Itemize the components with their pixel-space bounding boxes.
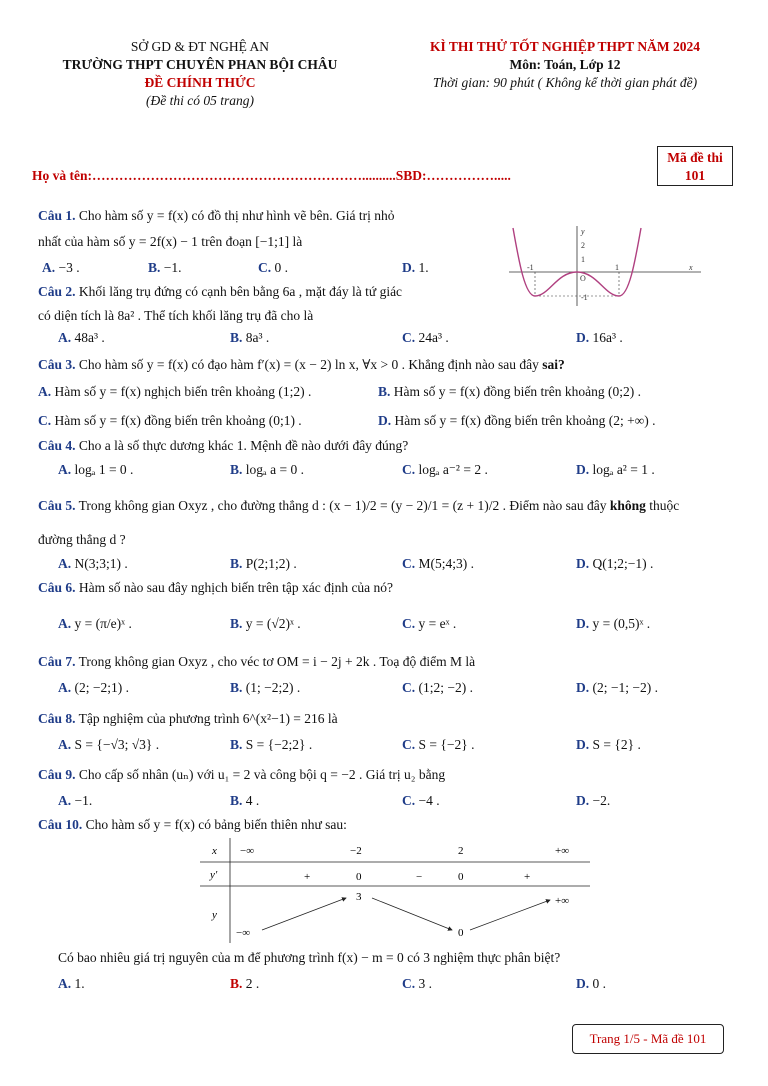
q1-line1	[38, 208, 395, 224]
q6-opt-a-value: y = (π/e)ˣ .	[74, 616, 132, 631]
q2-label: Câu 2.	[38, 284, 76, 299]
pages-note: (Đề thi có 05 trang)	[146, 93, 254, 108]
q1-opt-a-value: −3 .	[58, 260, 80, 275]
q3-label: Câu 3.	[38, 357, 76, 372]
q9-opt-a[interactable]: A.	[58, 793, 72, 808]
bbt-sign-3: −	[416, 871, 423, 883]
q7-line	[38, 654, 475, 670]
q7-opt-d[interactable]: D.	[576, 680, 590, 695]
q8-opt-a[interactable]: A.	[58, 737, 72, 752]
q7-opt-c[interactable]: C.	[402, 680, 416, 695]
q2-opt-a[interactable]: A.	[58, 330, 72, 345]
bbt-y-val-2: 3	[356, 891, 362, 903]
q10-opt-b[interactable]: B.	[230, 976, 243, 991]
q1-opt-c-value: 0 .	[274, 260, 288, 275]
q4-opt-a[interactable]: A.	[58, 462, 72, 477]
q5-text1: Trong không gian Oxyz , cho đường thẳng d : (x − 1)/2 = (y − 2)/1 = (z + 1)/2 . Điểm nào sau đây	[78, 498, 607, 513]
q2-opt-c[interactable]: C.	[402, 330, 416, 345]
q7-opt-a[interactable]: A.	[58, 680, 72, 695]
y-tick-neg1: -1	[581, 293, 588, 302]
q6-text: Hàm số nào sau đây nghịch biến trên tập xác định của nó?	[78, 580, 394, 595]
q3-opt-b[interactable]: B.	[378, 384, 391, 399]
q3-opt-d[interactable]: D.	[378, 413, 392, 428]
q6-opt-a[interactable]: A.	[58, 616, 72, 631]
x-label: x	[689, 263, 693, 272]
bbt-x-val-4: +∞	[555, 845, 570, 857]
x-tick-neg1: -1	[527, 263, 534, 272]
q8-opt-d-value: S = {2} .	[592, 737, 641, 752]
q10-label: Câu 10.	[38, 817, 83, 832]
q4-label: Câu 4.	[38, 438, 76, 453]
function-graph	[505, 222, 705, 308]
q10-opt-b-value: 2 .	[245, 976, 260, 991]
q8-opt-b-value: S = {−2;2} .	[245, 737, 313, 752]
q5-opt-b-value: P(2;1;2) .	[245, 556, 297, 571]
q4-opt-b-value: logₐ a = 0 .	[245, 462, 304, 477]
q7-label: Câu 7.	[38, 654, 76, 669]
q10-opt-a[interactable]: A.	[58, 976, 72, 991]
dept-name: SỞ GD & ĐT NGHỆ AN	[130, 39, 270, 54]
q9-text: Cho cấp số nhân (uₙ) với u₁ = 2 và công bội q = −2 . Giá trị u₂ bằng	[78, 767, 446, 782]
q7-opt-b-value: (1; −2;2) .	[245, 680, 301, 695]
q10-text: Cho hàm số y = f(x) có bảng biến thiên như sau:	[85, 817, 347, 832]
q10-opt-d[interactable]: D.	[576, 976, 590, 991]
q8-label: Câu 8.	[38, 711, 76, 726]
q5-opt-b[interactable]: B.	[230, 556, 243, 571]
q9-opt-a-value: −1.	[74, 793, 93, 808]
q4-opt-c[interactable]: C.	[402, 462, 416, 477]
q5-opt-a-value: N(3;3;1) .	[74, 556, 128, 571]
bbt-yprime-label: y'	[210, 869, 218, 881]
q9-opt-b[interactable]: B.	[230, 793, 243, 808]
q7-opt-b[interactable]: B.	[230, 680, 243, 695]
exam-title: KÌ THI THỬ TỐT NGHIỆP THPT NĂM 2024	[430, 39, 700, 54]
q5-opt-d[interactable]: D.	[576, 556, 590, 571]
variation-table	[200, 838, 590, 943]
q8-text: Tập nghiệm của phương trình 6^(x²−1) = 216 là	[78, 711, 338, 726]
exam-time: Thời gian: 90 phút ( Không kể thời gian phát đề)	[432, 75, 698, 90]
q2-text1: Khối lăng trụ đứng có cạnh bên bằng 6a , mặt đáy là tứ giác	[78, 284, 403, 299]
q10-opt-a-value: 1.	[74, 976, 85, 991]
q3-opt-a-value: Hàm số y = f(x) nghịch biến trên khoảng (1;2) .	[54, 384, 312, 399]
q5-opt-d-value: Q(1;2;−1) .	[592, 556, 654, 571]
bbt-arrow-up-1	[262, 898, 346, 930]
q1-text2: nhất của hàm số y = 2f(x) − 1 trên đoạn [−1;1] là	[38, 234, 303, 249]
q10-opt-c[interactable]: C.	[402, 976, 416, 991]
q2-opt-b[interactable]: B.	[230, 330, 243, 345]
exam-code: 101	[684, 168, 706, 183]
origin-label: O	[580, 274, 586, 283]
y-tick-2: 2	[581, 241, 585, 250]
q9-opt-b-value: 4 .	[245, 793, 260, 808]
q8-opt-b[interactable]: B.	[230, 737, 243, 752]
header-left	[30, 38, 370, 110]
q6-opt-d[interactable]: D.	[576, 616, 590, 631]
bbt-sign-2: 0	[356, 871, 362, 883]
q10-text2: Có bao nhiêu giá trị nguyên của m để phương trình f(x) − m = 0 có 3 nghiệm thực phân biệt?	[58, 950, 561, 965]
q5-text2: đường thẳng d ?	[38, 532, 126, 547]
q3-line	[38, 357, 565, 373]
q4-opt-a-value: logₐ 1 = 0 .	[74, 462, 134, 477]
q7-opt-a-value: (2; −2;1) .	[74, 680, 129, 695]
q7-text: Trong không gian Oxyz , cho véc tơ OM = i − 2j + 2k . Toạ độ điểm M là	[78, 654, 476, 669]
q5-text1b: thuộc	[649, 498, 680, 513]
q6-opt-b[interactable]: B.	[230, 616, 243, 631]
q10-opt-c-value: 3 .	[418, 976, 432, 991]
bbt-x-val-3: 2	[458, 845, 464, 857]
q9-opt-d-value: −2.	[592, 793, 611, 808]
q8-opt-d[interactable]: D.	[576, 737, 590, 752]
q1-text1: Cho hàm số y = f(x) có đồ thị như hình vẽ bên. Giá trị nhỏ	[78, 208, 395, 223]
bbt-y-val-4: +∞	[555, 895, 570, 907]
name-line: Họ và tên:……………………………………………………..........SBD:…………….....	[32, 168, 511, 183]
q2-opt-b-value: 8a³ .	[245, 330, 270, 345]
q4-text: Cho a là số thực dương khác 1. Mệnh đề nào dưới đây đúng?	[78, 438, 409, 453]
q10-opt-d-value: 0 .	[592, 976, 606, 991]
page-footer: Trang 1/5 - Mã đề 101	[572, 1024, 724, 1054]
bbt-sign-4: 0	[458, 871, 464, 883]
q1-opt-b[interactable]: B.	[148, 260, 161, 275]
q5-bold: không	[609, 498, 646, 513]
exam-code-box	[657, 146, 733, 186]
q3-opt-a[interactable]: A.	[38, 384, 52, 399]
q1-opt-a[interactable]: A.	[42, 260, 56, 275]
q9-opt-c[interactable]: C.	[402, 793, 416, 808]
q6-opt-b-value: y = (√2)ˣ .	[245, 616, 301, 631]
bbt-x-label: x	[212, 845, 217, 857]
q1-options	[42, 260, 80, 276]
bbt-sign-5: +	[524, 871, 531, 883]
q1-opt-d[interactable]: D.	[402, 260, 416, 275]
bbt-arrow-up-2	[470, 900, 550, 930]
q3-opt-c[interactable]: C.	[38, 413, 52, 428]
bbt-x-val-2: −2	[350, 845, 362, 857]
q8-line	[38, 711, 338, 727]
q5-line1	[38, 498, 679, 514]
q2-opt-d[interactable]: D.	[576, 330, 590, 345]
q10-line	[38, 817, 347, 833]
q6-opt-c-value: y = eˣ .	[418, 616, 457, 631]
q8-opt-c[interactable]: C.	[402, 737, 416, 752]
q9-opt-c-value: −4 .	[418, 793, 440, 808]
q6-opt-c[interactable]: C.	[402, 616, 416, 631]
q6-line	[38, 580, 393, 596]
q2-opt-d-value: 16a³ .	[592, 330, 623, 345]
q3-text: Cho hàm số y = f(x) có đạo hàm f′(x) = (x − 2) ln x, ∀x > 0 . Khẳng định nào sau đây	[78, 357, 539, 372]
school-name: TRƯỜNG THPT CHUYÊN PHAN BỘI CHÂU	[62, 57, 338, 72]
q1-opt-c[interactable]: C.	[258, 260, 272, 275]
q8-opt-a-value: S = {−√3; √3} .	[74, 737, 160, 752]
q4-opt-d-value: logₐ a² = 1 .	[592, 462, 655, 477]
q9-label: Câu 9.	[38, 767, 76, 782]
q2-opt-c-value: 24a³ .	[418, 330, 449, 345]
official-label: ĐỀ CHÍNH THỨC	[144, 75, 256, 90]
bbt-arrow-down	[372, 898, 452, 930]
q9-line	[38, 767, 445, 783]
q2-line1	[38, 284, 402, 300]
header-right	[395, 38, 735, 92]
q4-opt-b[interactable]: B.	[230, 462, 243, 477]
q3-opt-b-value: Hàm số y = f(x) đồng biến trên khoảng (0;2) .	[393, 384, 641, 399]
q1-opt-b-value: −1.	[163, 260, 182, 275]
bbt-y-val-3: 0	[458, 927, 464, 939]
bbt-y-val-1: −∞	[236, 927, 251, 939]
q1-label: Câu 1.	[38, 208, 76, 223]
subject: Môn: Toán, Lớp 12	[509, 57, 621, 72]
q5-opt-c-value: M(5;4;3) .	[418, 556, 474, 571]
bbt-sign-1: +	[304, 871, 311, 883]
q5-label: Câu 5.	[38, 498, 76, 513]
q3-opt-c-value: Hàm số y = f(x) đồng biến trên khoảng (0;1) .	[54, 413, 302, 428]
exam-code-label: Mã đề thi	[667, 150, 723, 165]
q4-opt-c-value: logₐ a⁻² = 2 .	[418, 462, 488, 477]
y-label: y	[581, 227, 585, 236]
q7-opt-d-value: (2; −1; −2) .	[592, 680, 658, 695]
bbt-y-label: y	[212, 909, 217, 921]
q3-opt-d-value: Hàm số y = f(x) đồng biến trên khoảng (2; +∞) .	[394, 413, 656, 428]
q1-opt-d-value: 1.	[418, 260, 429, 275]
q7-opt-c-value: (1;2; −2) .	[418, 680, 473, 695]
bbt-x-val-1: −∞	[240, 845, 255, 857]
q8-opt-c-value: S = {−2} .	[418, 737, 475, 752]
q2-text2: có diện tích là 8a² . Thể tích khối lăng trụ đã cho là	[38, 308, 314, 323]
q3-bold: sai?	[542, 357, 565, 372]
q6-label: Câu 6.	[38, 580, 76, 595]
y-tick-1: 1	[581, 255, 585, 264]
q5-opt-a[interactable]: A.	[58, 556, 72, 571]
q4-line	[38, 438, 408, 454]
x-tick-1: 1	[615, 263, 619, 272]
q2-opt-a-value: 48a³ .	[74, 330, 105, 345]
q6-opt-d-value: y = (0,5)ˣ .	[592, 616, 651, 631]
q5-opt-c[interactable]: C.	[402, 556, 416, 571]
q4-opt-d[interactable]: D.	[576, 462, 590, 477]
q9-opt-d[interactable]: D.	[576, 793, 590, 808]
